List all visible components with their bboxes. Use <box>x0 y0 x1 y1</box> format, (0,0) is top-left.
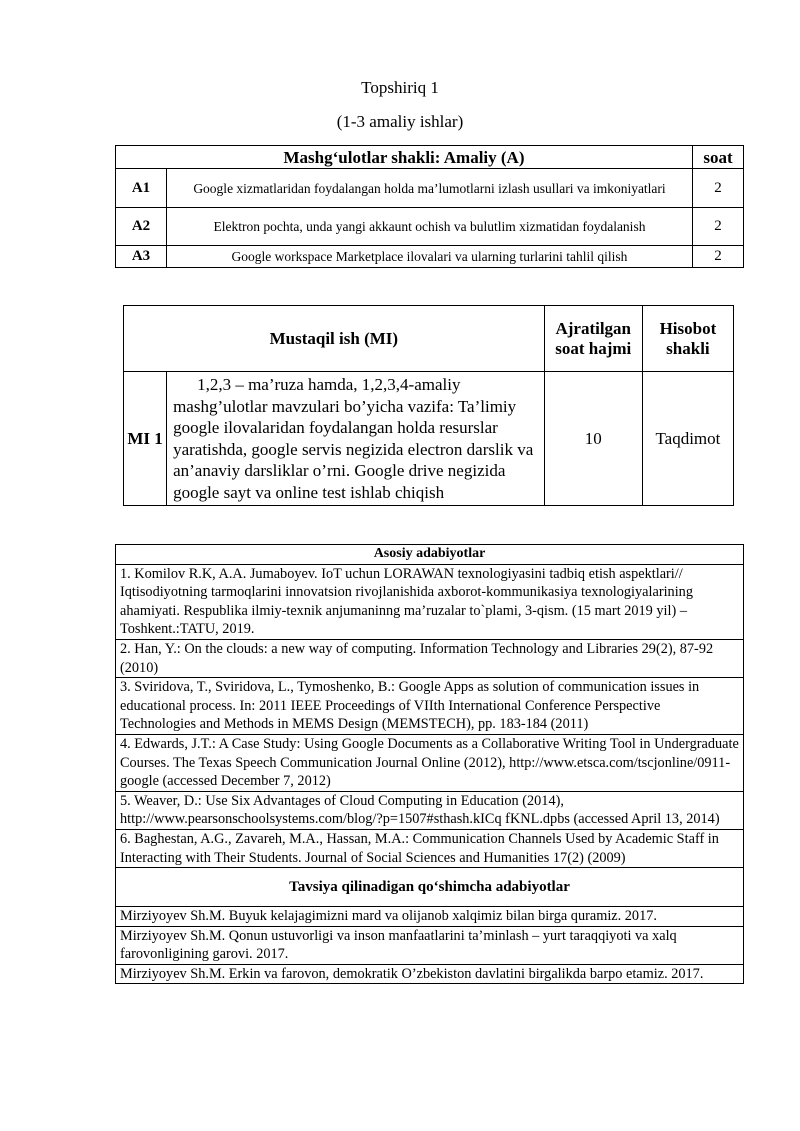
row-hours: 2 <box>693 246 744 268</box>
literature-item <box>116 678 744 735</box>
table-row <box>124 372 734 506</box>
literature-item <box>116 926 744 964</box>
table-row <box>116 169 744 208</box>
page-subtitle: (1-3 amaliy ishlar) <box>336 112 464 131</box>
practical-table <box>115 145 744 268</box>
literature-item <box>116 734 744 791</box>
row-description: Google workspace Marketplace ilovalari va ularning turlarini tahlil qilish <box>167 246 693 268</box>
report-form-header: Hisobot shakli <box>642 306 733 372</box>
row-code: A1 <box>116 169 167 208</box>
row-hours: 10 <box>544 372 642 506</box>
page-title: Topshiriq 1 <box>361 78 439 97</box>
row-hours: 2 <box>693 208 744 246</box>
row-description <box>167 372 545 506</box>
literature-text: Mirziyoyev Sh.M. Erkin va farovon, demokratik O’zbekiston davlatini birgalikda barpo etamiz. 2017. <box>116 964 744 984</box>
literature-item <box>116 639 744 677</box>
table-header-row <box>116 868 744 907</box>
literature-text: 4. Edwards, J.T.: A Case Study: Using Google Documents as a Collaborative Writing Tool in Undergraduate Courses. The Texas Speech Communication Journal Online (2012), http://www.etsca.com/tscjonline/0911-google (accessed December 7, 2012) <box>116 734 744 791</box>
row-code: A2 <box>116 208 167 246</box>
row-report-form: Taqdimot <box>642 372 733 506</box>
literature-text: Mirziyoyev Sh.M. Qonun ustuvorligi va inson manfaatlarini ta’minlash – yurt taraqqiyoti va xalq farovonligining garovi. 2017. <box>116 926 744 964</box>
literature-item <box>116 564 744 639</box>
table-row <box>116 208 744 246</box>
literature-table <box>115 544 744 984</box>
literature-text: 1. Komilov R.K, A.A. Jumaboyev. IoT uchun LORAWAN texnologiyasini tadbiq etish aspektlari// Iqtisodiyotning tarmoqlarini innovatsion rivojlanishida axborot-kommunikasiya texnologiyalarining ahamiyati. Respublika ilmiy-texnik anjumaninng ma’ruzalar to`plami, 3-qism. (15 mart 2019 yil) – Toshkent.:TATU, 2019. <box>116 564 744 639</box>
table-header-row <box>116 146 744 169</box>
hours-header: soat <box>693 146 744 169</box>
row-hours: 2 <box>693 169 744 208</box>
literature-item <box>116 907 744 927</box>
literature-text: 5. Weaver, D.: Use Six Advantages of Cloud Computing in Education (2014), http://www.pearsonschoolsystems.com/blog/?p=1507#sthash.kICq fKNL.dpbs (accessed April 13, 2014) <box>116 791 744 829</box>
independent-header: Mustaqil ish (MI) <box>124 306 545 372</box>
literature-item <box>116 829 744 867</box>
literature-item <box>116 791 744 829</box>
row-code: MI 1 <box>124 372 167 506</box>
literature-text: 3. Sviridova, T., Sviridova, L., Tymoshenko, B.: Google Apps as solution of communication issues in educational process. In: 2011 IEEE Proceedings of VIIth International Conference Perspective Technologies and Methods in MEMS Design (MEMSTECH), pp. 183-184 (2011) <box>116 678 744 735</box>
row-description-text: 1,2,3 – ma’ruza hamda, 1,2,3,4-amaliy mashg’ulotlar mavzulari bo’yicha vazifa: Ta’limiy google ilovalaridan foydalangan holda resurslar yaratishda, google servis negizida electron darslik va an’anaviy darsliklar o’rni. Google drive negizida google sayt va online test ishlab chiqish <box>173 375 534 502</box>
literature-text: 6. Baghestan, A.G., Zavareh, M.A., Hassan, M.A.: Communication Channels Used by Academic Staff in Interacting with Their Students. Journal of Social Sciences and Humanities 17(2) (2009) <box>116 829 744 867</box>
table-row <box>116 246 744 268</box>
recommended-literature-header: Tavsiya qilinadigan qo‘shimcha adabiyotlar <box>116 868 744 907</box>
row-code: A3 <box>116 246 167 268</box>
main-literature-header: Asosiy adabiyotlar <box>116 545 744 565</box>
independent-work-table <box>123 305 734 506</box>
practical-header: Mashg‘ulotlar shakli: Amaliy (A) <box>116 146 693 169</box>
table-header-row <box>116 545 744 565</box>
literature-text: 2. Han, Y.: On the clouds: a new way of computing. Information Technology and Libraries 29(2), 87-92 (2010) <box>116 639 744 677</box>
literature-item <box>116 964 744 984</box>
row-description: Google xizmatlaridan foydalangan holda ma’lumotlarni izlash usullari va imkoniyatlari <box>167 169 693 208</box>
table-header-row <box>124 306 734 372</box>
literature-text: Mirziyoyev Sh.M. Buyuk kelajagimizni mard va olijanob xalqimiz bilan birga quramiz. 2017. <box>116 907 744 927</box>
row-description: Elektron pochta, unda yangi akkaunt ochish va bulutlim xizmatidan foydalanish <box>167 208 693 246</box>
allocated-hours-header: Ajratilgan soat hajmi <box>544 306 642 372</box>
